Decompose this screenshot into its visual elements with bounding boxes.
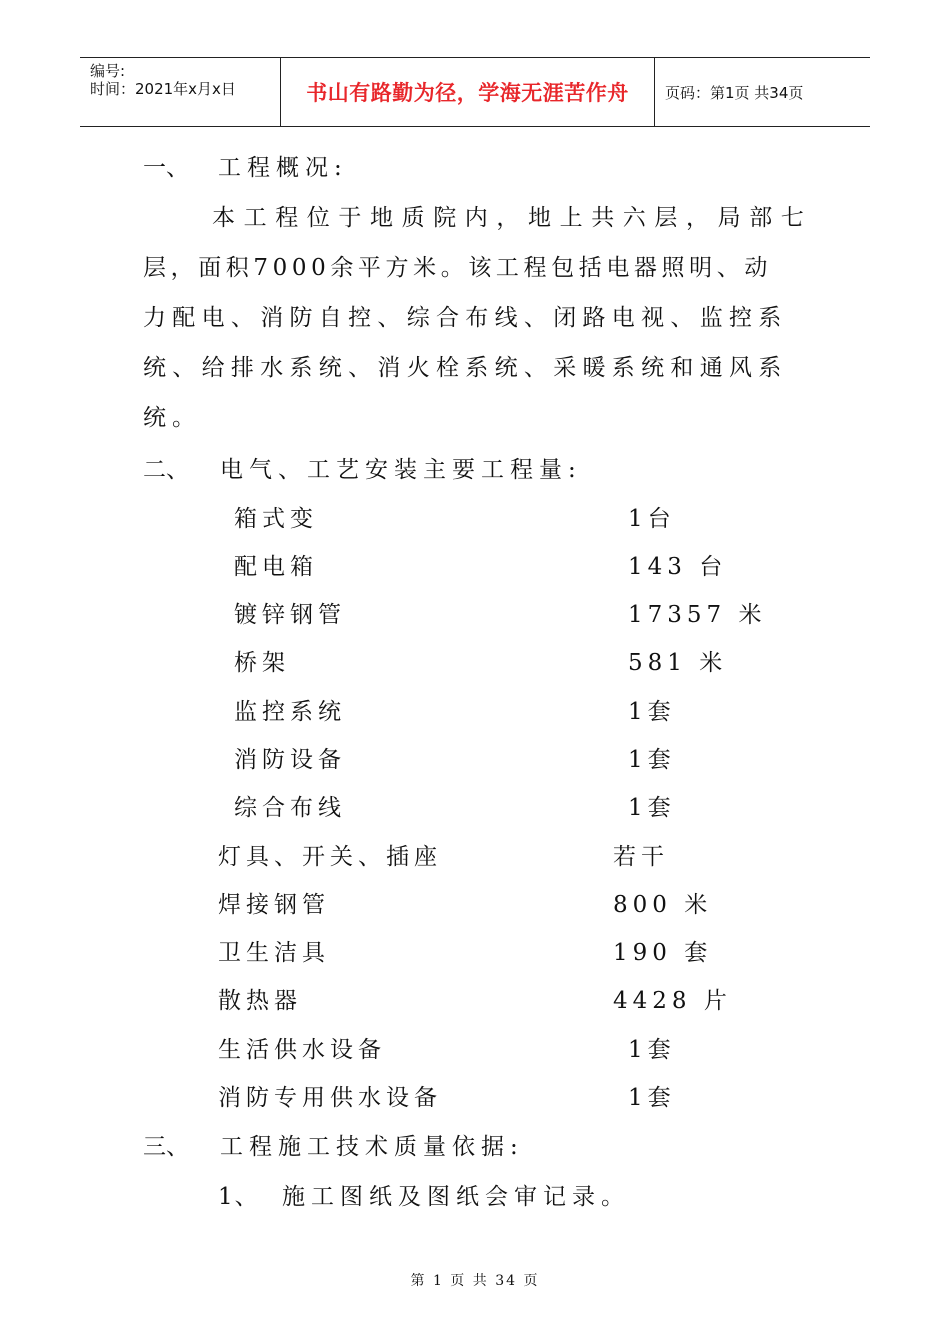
quantity-item-value: 581 米 [628,650,728,676]
paragraph-line: 统。 [143,405,201,431]
quantity-item-value: 17357 米 [628,602,767,628]
quantity-item-value: 1套 [628,747,676,773]
quantity-item-name: 焊接钢管 [218,892,330,918]
quantity-item-name: 镀锌钢管 [234,602,346,628]
quantity-item-name: 卫生洁具 [218,940,330,966]
quantity-item-name: 箱式变 [234,506,318,532]
section-1-title: 工程概况: [218,155,348,181]
header-page-label: 页码：第1页 共34页 [665,83,804,102]
paragraph-line: 层，面积7000余平方米。该工程包括电器照明、动 [143,255,772,281]
quantity-item-value: 1套 [628,1085,676,1111]
quantity-item-value: 若干 [613,844,669,870]
time-label: 时间：2021年x月x日 [90,80,236,98]
quantity-item-value: 143 台 [628,554,728,580]
quantity-item-name: 监控系统 [234,699,346,725]
quantity-item-value: 1台 [628,506,676,532]
quantity-item-value: 800 米 [613,892,713,918]
quantity-item-value: 1套 [628,1037,676,1063]
header-motto: 书山有路勤为径，学海无涯苦作舟 [281,58,655,126]
quantity-item-value: 1套 [628,699,676,725]
paragraph-line: 力配电、消防自控、综合布线、闭路电视、监控系 [143,305,788,331]
quantity-item-name: 综合布线 [234,795,346,821]
section-1-number: 一、 [143,155,189,181]
header-meta-cell [80,58,281,126]
paragraph-line: 统、给排水系统、消火栓系统、采暖系统和通风系 [143,355,788,381]
section-2-number: 二、 [143,457,189,483]
paragraph-line: 本工程位于地质院内，地上共六层，局部七 [212,205,813,231]
subitem-number: 1、 [218,1184,260,1210]
quantity-item-name: 消防设备 [234,747,346,773]
quantity-item-value: 190 套 [613,940,713,966]
quantity-item-value: 4428 片 [613,988,732,1014]
quantity-item-name: 配电箱 [234,554,318,580]
quantity-item-value: 1套 [628,795,676,821]
quantity-item-name: 生活供水设备 [218,1037,386,1063]
section-2-title: 电气、工艺安装主要工程量: [220,457,582,483]
section-3-number: 三、 [143,1134,189,1160]
page-footer: 第 1 页 共 34 页 [410,1273,540,1289]
number-label: 编号: [90,62,126,80]
quantity-item-name: 散热器 [218,988,302,1014]
quantity-item-name: 灯具、开关、插座 [218,844,442,870]
document-header [80,57,870,127]
subitem-text: 施工图纸及图纸会审记录。 [282,1184,630,1210]
section-3-title: 工程施工技术质量依据: [220,1134,524,1160]
quantity-item-name: 消防专用供水设备 [218,1085,442,1111]
quantity-item-name: 桥架 [234,650,290,676]
